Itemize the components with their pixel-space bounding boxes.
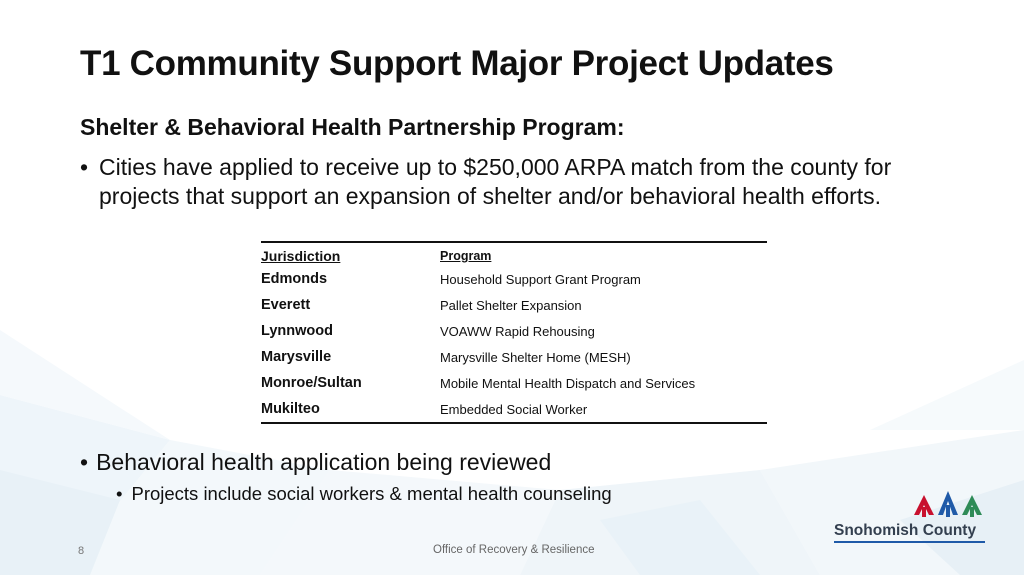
table-row bbox=[261, 266, 767, 292]
cell-jurisdiction: Marysville bbox=[261, 349, 332, 365]
snohomish-county-logo bbox=[834, 487, 990, 547]
bullet-text: Behavioral health application being reviewed bbox=[96, 449, 552, 475]
table-row bbox=[261, 344, 767, 370]
sub-bullet-projects bbox=[116, 483, 612, 505]
bullet-cities-applied bbox=[80, 153, 930, 211]
table-header-row bbox=[261, 242, 767, 266]
table-row bbox=[261, 292, 767, 318]
cell-program: Household Support Grant Program bbox=[440, 271, 641, 287]
cell-jurisdiction: Monroe/Sultan bbox=[261, 375, 362, 391]
table-row bbox=[261, 370, 767, 396]
cell-jurisdiction: Mukilteo bbox=[261, 401, 320, 417]
footer-text: Office of Recovery & Resilience bbox=[433, 544, 595, 556]
header-jurisdiction: Jurisdiction bbox=[261, 248, 341, 264]
cell-jurisdiction: Edmonds bbox=[261, 271, 328, 287]
logo-text: Snohomish County bbox=[834, 522, 977, 539]
bullet-behavioral-health bbox=[80, 449, 551, 476]
slide-title: T1 Community Support Major Project Updates bbox=[80, 44, 834, 83]
cell-program: Mobile Mental Health Dispatch and Services bbox=[440, 375, 696, 391]
snohomish-county-logo-icon bbox=[912, 487, 986, 519]
bullet-marker: • bbox=[80, 449, 89, 475]
table-row bbox=[261, 396, 767, 423]
cell-program: Pallet Shelter Expansion bbox=[440, 297, 582, 313]
sub-bullet-marker: • bbox=[116, 483, 123, 504]
bullet-marker: • bbox=[80, 154, 89, 180]
cell-program: Embedded Social Worker bbox=[440, 401, 588, 417]
bullet-text: Cities have applied to receive up to $250,000 ARPA match from the county for projects that support an expansion of shelter and/or behavioral health efforts. bbox=[99, 154, 892, 209]
programs-table bbox=[261, 241, 767, 424]
table-row bbox=[261, 318, 767, 344]
cell-jurisdiction: Lynnwood bbox=[261, 323, 333, 339]
header-program: Program bbox=[440, 249, 492, 263]
logo-underline bbox=[834, 541, 985, 543]
sub-bullet-text: Projects include social workers & mental health counseling bbox=[131, 483, 612, 504]
slide-subtitle: Shelter & Behavioral Health Partnership Program: bbox=[80, 114, 625, 140]
page-number: 8 bbox=[78, 545, 85, 557]
cell-program: VOAWW Rapid Rehousing bbox=[440, 323, 595, 339]
cell-program: Marysville Shelter Home (MESH) bbox=[440, 349, 631, 365]
cell-jurisdiction: Everett bbox=[261, 297, 311, 313]
